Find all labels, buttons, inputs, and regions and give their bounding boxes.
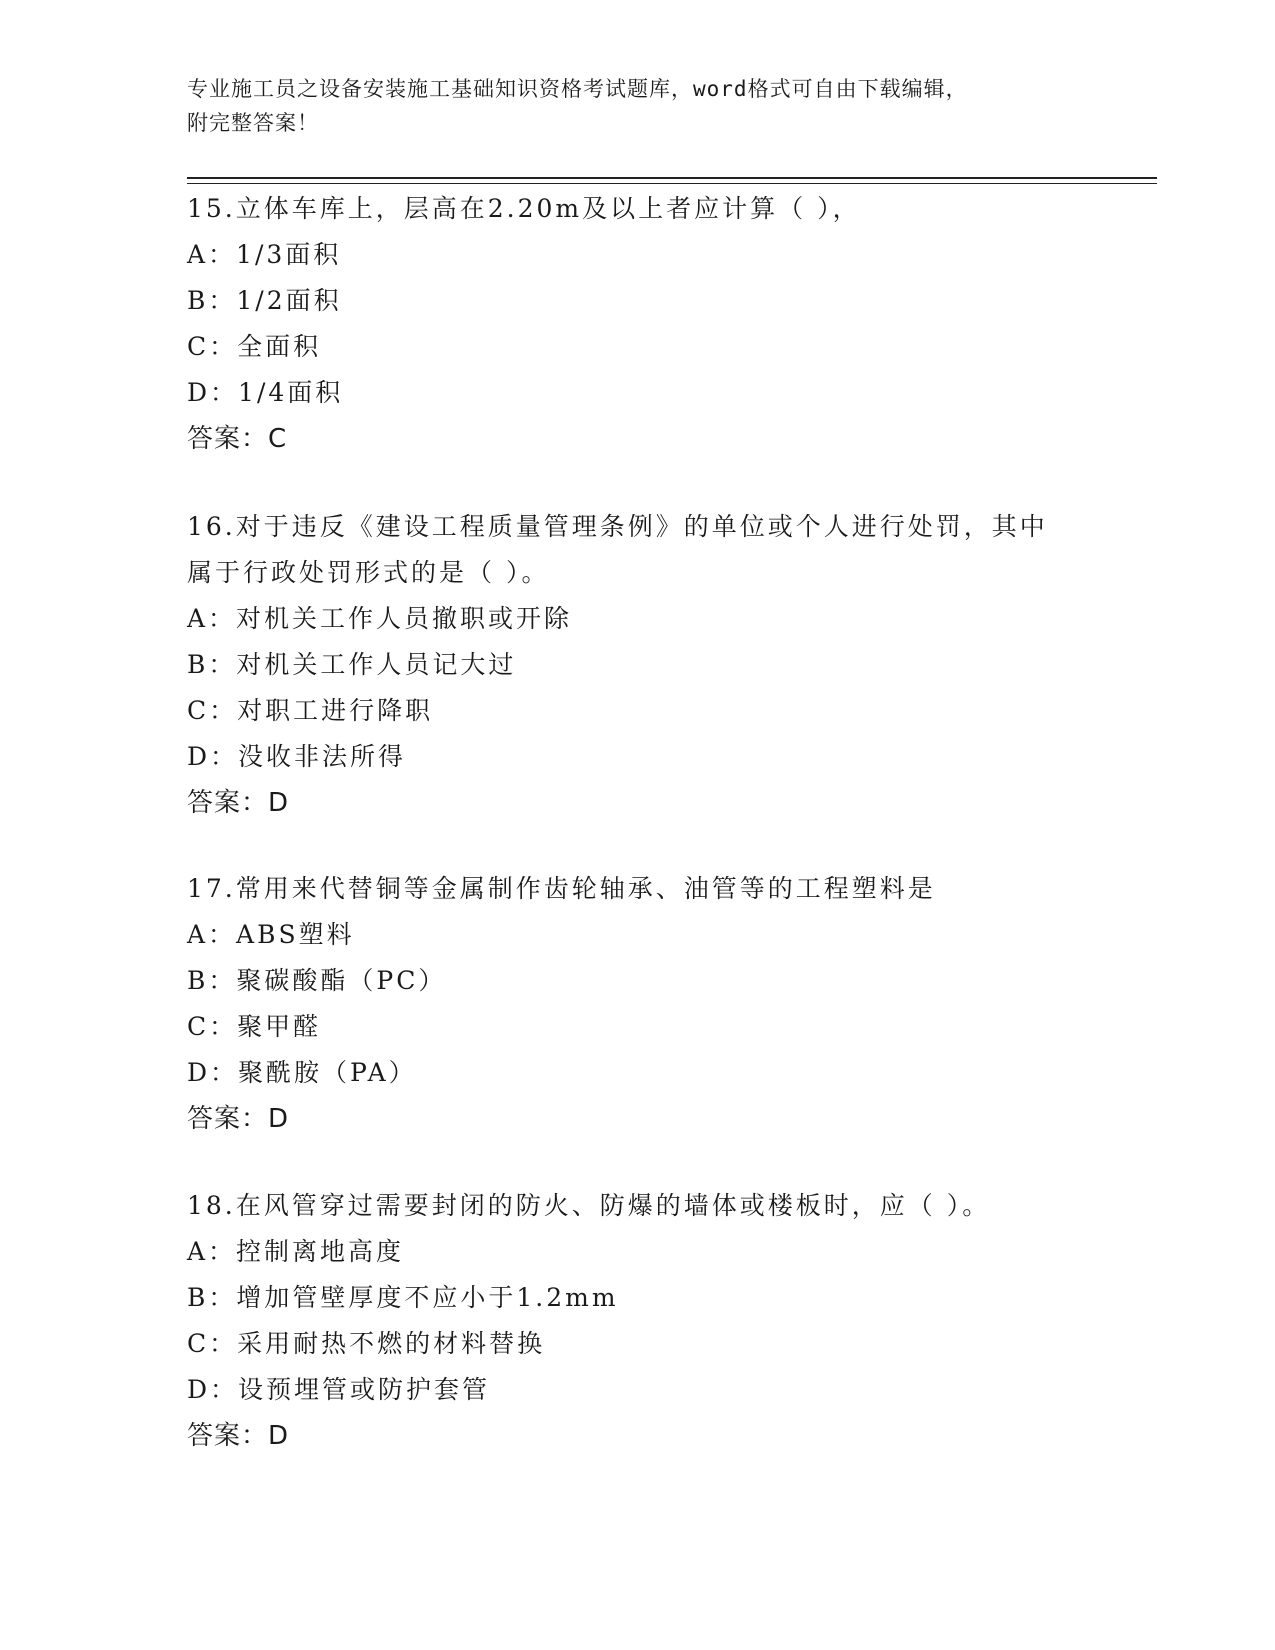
- header-line-2: 附完整答案！: [187, 111, 319, 135]
- option-c: C：采用耐热不燃的材料替换: [187, 1329, 546, 1358]
- option-d: D：1/4面积: [187, 378, 344, 407]
- option-c: C：对职工进行降职: [187, 696, 434, 725]
- answer: 答案：C: [187, 424, 288, 454]
- question-16: [187, 504, 1087, 826]
- option-d: D：聚酰胺（PA）: [187, 1058, 417, 1087]
- option-a: A：对机关工作人员撤职或开除: [187, 604, 573, 633]
- option-a: A：控制离地高度: [187, 1237, 405, 1266]
- option-b: B：聚碳酸酯（PC）: [187, 966, 447, 995]
- option-c: C：全面积: [187, 332, 322, 361]
- option-c: C：聚甲醛: [187, 1012, 322, 1041]
- question-stem: 17.常用来代替铜等金属制作齿轮轴承、油管等的工程塑料是: [187, 874, 936, 903]
- header-divider-thin: [187, 183, 1157, 184]
- question-15: [187, 186, 1087, 462]
- answer: 答案：D: [187, 788, 290, 818]
- question-stem: 18.在风管穿过需要封闭的防火、防爆的墙体或楼板时，应（ ）。: [187, 1191, 991, 1220]
- option-d: D：设预埋管或防护套管: [187, 1375, 491, 1404]
- header-divider: [187, 177, 1157, 179]
- answer: 答案：D: [187, 1104, 290, 1134]
- question-17: [187, 866, 1087, 1142]
- question-stem: 16.对于违反《建设工程质量管理条例》的单位或个人进行处罚，其中属于行政处罚形式的是（ ）。: [187, 512, 1048, 587]
- document-header: [187, 72, 1087, 140]
- option-b: B：增加管壁厚度不应小于1.2mm: [187, 1283, 619, 1312]
- option-a: A：ABS塑料: [187, 920, 355, 949]
- question-stem: 15.立体车库上，层高在2.20m及以上者应计算（ ），: [187, 194, 861, 223]
- option-b: B：1/2面积: [187, 286, 342, 315]
- option-d: D：没收非法所得: [187, 742, 407, 771]
- option-b: B：对机关工作人员记大过: [187, 650, 517, 679]
- option-a: A：1/3面积: [187, 240, 342, 269]
- question-18: [187, 1183, 1087, 1459]
- answer: 答案：D: [187, 1421, 290, 1451]
- header-line-1: 专业施工员之设备安装施工基础知识资格考试题库，word格式可自由下载编辑，: [187, 77, 968, 101]
